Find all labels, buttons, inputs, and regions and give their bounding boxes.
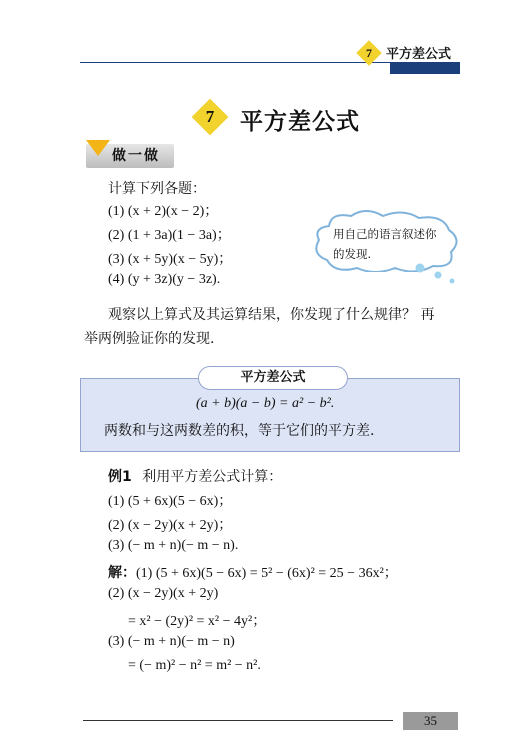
footer-rule xyxy=(83,720,393,721)
header-badge-number: 7 xyxy=(366,46,372,60)
header-rule xyxy=(80,62,390,63)
arrow-down-icon xyxy=(86,140,110,156)
running-header-title: 平方差公式 xyxy=(386,47,452,62)
solution-line-4: (3) (− m + n)(− m − n) xyxy=(108,634,235,649)
solution-label: 解： xyxy=(108,565,136,581)
example-item-3: (3) (− m + n)(− m − n). xyxy=(108,538,239,553)
observation-line-2: 举两例验证你的发现. xyxy=(84,331,215,347)
solution-line-5: = (− m)² − n² = m² − n². xyxy=(128,658,261,673)
example-item-1: (1) (5 + 6x)(5 − 6x)； xyxy=(108,494,233,509)
bubble-dots xyxy=(410,262,460,284)
solution-line-1: (1) (5 + 6x)(5 − 6x) = 5² − (6x)² = 25 − 36x²； xyxy=(136,566,398,581)
activity-item-2: (2) (1 + 3a)(1 − 3a)； xyxy=(108,228,231,243)
example-label: 例1 xyxy=(108,469,132,485)
activity-instruction: 计算下列各题： xyxy=(108,181,206,197)
section-number: 7 xyxy=(205,107,215,126)
page-number: 35 xyxy=(424,713,437,728)
activity-item-4: (4) (y + 3z)(y − 3z). xyxy=(108,272,221,287)
example-item-2: (2) (x − 2y)(x + 2y)； xyxy=(108,518,233,533)
section-title: 平方差公式 xyxy=(240,109,360,135)
activity-item-1: (1) (x + 2)(x − 2)； xyxy=(108,204,219,219)
solution-line-3: = x² − (2y)² = x² − 4y²； xyxy=(128,614,267,629)
formula-statement: 两数和与这两数差的积，等于它们的平方差. xyxy=(104,423,375,439)
formula-box-title: 平方差公式 xyxy=(198,366,348,390)
difference-of-squares-formula: (a + b)(a − b) = a² − b². xyxy=(196,396,335,411)
thought-bubble-text: 用自己的语言叙述你的发现. xyxy=(333,227,437,261)
example-instruction: 利用平方差公式计算： xyxy=(142,469,283,485)
activity-label: 做一做 xyxy=(112,148,160,164)
activity-item-3: (3) (x + 5y)(x − 5y)； xyxy=(108,252,233,267)
observation-line-1: 观察以上算式及其运算结果，你发现了什么规律？ 再 xyxy=(108,307,435,323)
header-bar xyxy=(390,62,460,74)
solution-line-2: (2) (x − 2y)(x + 2y) xyxy=(108,586,219,601)
